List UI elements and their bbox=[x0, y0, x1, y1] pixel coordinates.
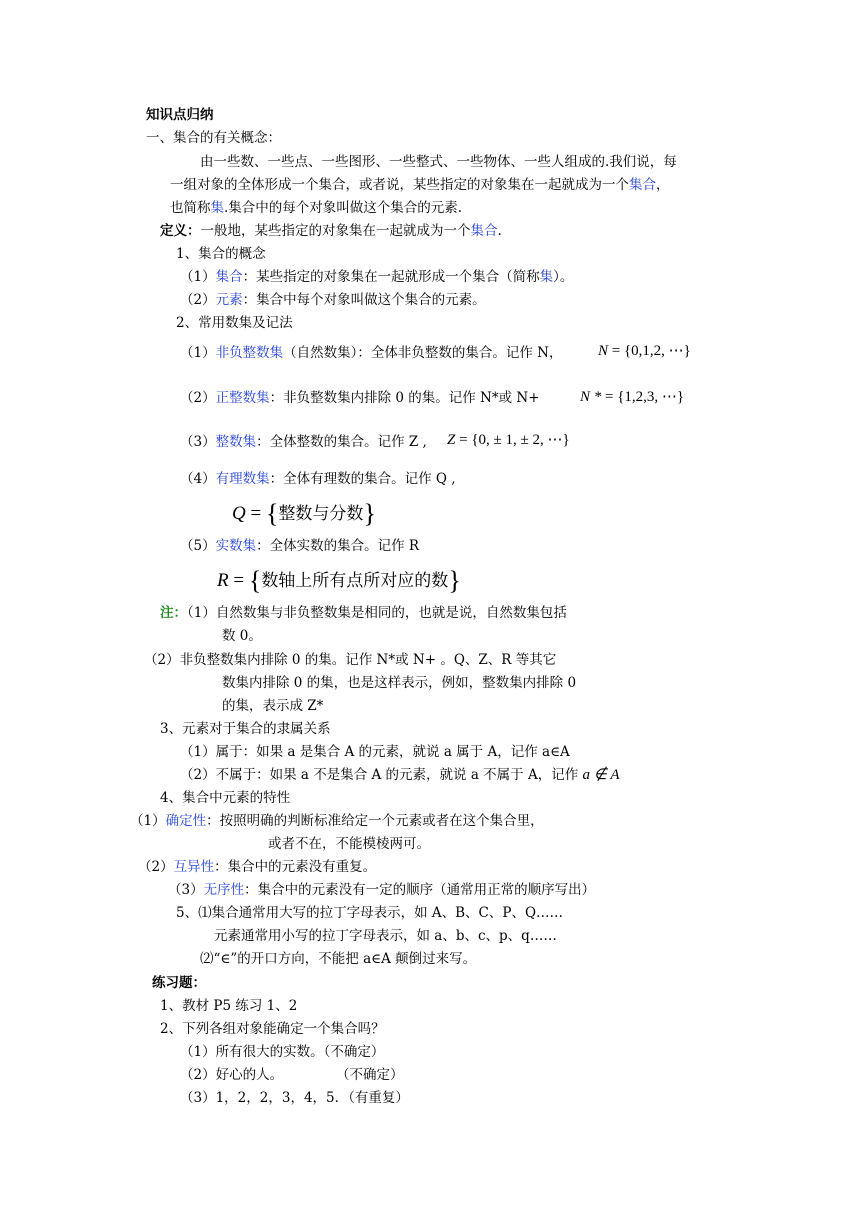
page-title: 知识点归纳 bbox=[146, 107, 214, 123]
term-set: 集合 bbox=[629, 177, 656, 193]
intro-line-2: 一组对象的全体形成一个集合，或者说，某些指定的对象集在一起就成为一个集合， bbox=[170, 177, 670, 193]
concept-element: （2）元素：集合中每个对象叫做这个集合的元素。 bbox=[180, 292, 486, 308]
property-unordered: （3）无序性：集合中的元素没有一定的顺序（通常用正常的顺序写出） bbox=[168, 882, 596, 898]
formula-not-in: a ∉ A bbox=[582, 767, 620, 783]
common-set-item: （4）有理数集：全体有理数的集合。记作 Q , bbox=[180, 471, 456, 487]
concept-set: （1）集合：某些指定的对象集在一起就形成一个集合（简称集）。 bbox=[180, 269, 574, 285]
properties-heading: 4、集合中元素的特性 bbox=[160, 790, 291, 806]
common-set-item: （1）非负整数集（自然数集）：全体非负整数的集合。记作 N， bbox=[180, 345, 563, 361]
term-set-short: 集 bbox=[210, 200, 224, 216]
note-line: 数集内排除 0 的集，也是这样表示，例如，整数集内排除 0 bbox=[222, 675, 577, 691]
common-set-item: （5）实数集：全体实数的集合。记作 R bbox=[180, 538, 420, 554]
intro-line-3: 也简称集.集合中的每个对象叫做这个集合的元素. bbox=[170, 200, 463, 216]
note-line: 数 0。 bbox=[222, 628, 262, 644]
notation-line: 5、⑴集合通常用大写的拉丁字母表示，如 A、B、C、P、Q…… bbox=[176, 905, 564, 921]
exercise-item-answer: （不确定） bbox=[336, 1067, 404, 1083]
formula-rational: Q = {整数与分数} bbox=[232, 499, 376, 528]
membership-belongs: （1）属于：如果 a 是集合 A 的元素，就说 a 属于 A，记作 a∈A bbox=[180, 744, 570, 760]
exercise-item: （3）1，2，2，3，4，5．（有重复） bbox=[180, 1090, 409, 1106]
formula-integer: Z = {0, ± 1, ± 2, ⋯} bbox=[447, 432, 570, 448]
common-sets-heading: 2、常用数集及记法 bbox=[176, 315, 293, 331]
formula-natural: N = {0,1,2, ⋯} bbox=[598, 343, 691, 359]
exercise-item: （1）所有很大的实数。（不确定） bbox=[180, 1044, 385, 1060]
note-line: 注：（1）自然数集与非负整数集是相同的，也就是说，自然数集包括 bbox=[160, 605, 567, 621]
definition: 定义：一般地，某些指定的对象集在一起就成为一个集合. bbox=[160, 223, 502, 239]
intro-line-1: 由一些数、一些点、一些图形、一些整式、一些物体、一些人组成的.我们说，每 bbox=[200, 154, 677, 170]
membership-heading: 3、元素对于集合的隶属关系 bbox=[160, 721, 331, 737]
common-set-item: （2）正整数集：非负整数集内排除 0 的集。记作 N*或 N+ bbox=[180, 390, 540, 406]
section-heading: 一、集合的有关概念： bbox=[146, 130, 281, 146]
formula-real: R = {数轴上所有点所对应的数} bbox=[217, 566, 461, 595]
note-line: （2）非负整数集内排除 0 的集。记作 N*或 N+ 。Q、Z、R 等其它 bbox=[144, 652, 557, 668]
note-line: 的集，表示成 Z* bbox=[222, 698, 324, 714]
exercise-1: 1、教材 P5 练习 1、2 bbox=[160, 998, 298, 1014]
exercise-item: （2）好心的人。 bbox=[180, 1067, 284, 1083]
concept-heading: 1、集合的概念 bbox=[176, 246, 266, 262]
notation-line: 元素通常用小写的拉丁字母表示，如 a、b、c、p、q…… bbox=[214, 928, 557, 944]
property-definiteness: （1）确定性：按照明确的判断标准给定一个元素或者在这个集合里， bbox=[130, 813, 544, 829]
exercises-heading: 练习题： bbox=[152, 975, 206, 991]
notation-line: ⑵“∈”的开口方向，不能把 a∈A 颠倒过来写。 bbox=[200, 951, 477, 967]
formula-positive: N * = {1,2,3, ⋯} bbox=[580, 389, 685, 405]
property-definiteness-cont: 或者不在，不能模棱两可。 bbox=[268, 836, 430, 852]
membership-not-belongs: （2）不属于：如果 a 不是集合 A 的元素，就说 a 不属于 A，记作 a ∉ A bbox=[180, 767, 620, 783]
exercise-2: 2、下列各组对象能确定一个集合吗？ bbox=[160, 1021, 385, 1037]
common-set-item: （3）整数集：全体整数的集合。记作 Z , bbox=[180, 434, 427, 450]
property-distinctness: （2）互异性：集合中的元素没有重复。 bbox=[138, 859, 377, 875]
